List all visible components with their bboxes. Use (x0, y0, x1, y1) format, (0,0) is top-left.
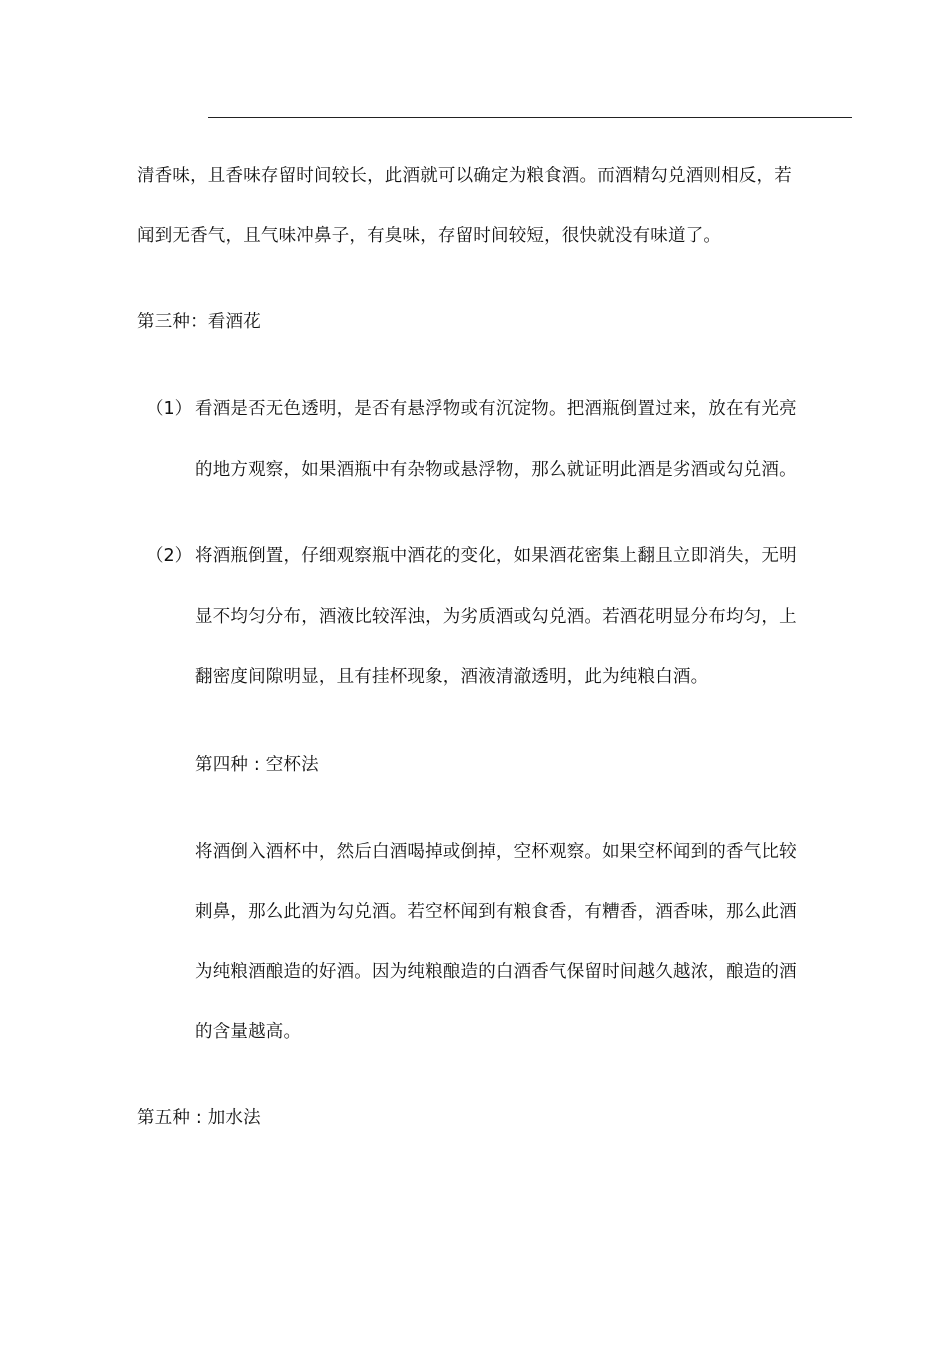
section-3-heading: 第三种：看酒花 (137, 312, 261, 332)
item-2-line-1: 将酒瓶倒置，仔细观察瓶中酒花的变化，如果酒花密集上翻且立即消失，无明 (195, 546, 797, 566)
header-rule (208, 117, 852, 118)
item-2-number: （2） (146, 546, 193, 566)
item-1-line-1: 看酒是否无色透明，是否有悬浮物或有沉淀物。把酒瓶倒置过来，放在有光亮 (195, 399, 797, 419)
section-4-heading: 第四种 : 空杯法 (195, 755, 319, 775)
item-1-number: （1） (146, 399, 193, 419)
item-2-line-2: 显不均匀分布，酒液比较浑浊，为劣质酒或勾兑酒。若酒花明显分布均匀，上 (195, 607, 797, 627)
section-4-line-4: 的含量越高。 (195, 1022, 302, 1042)
section-4-line-1: 将酒倒入酒杯中，然后白酒喝掉或倒掉，空杯观察。如果空杯闻到的香气比较 (195, 842, 797, 862)
section-5-heading: 第五种 : 加水法 (137, 1108, 261, 1128)
paragraph-1-line-2: 闻到无香气，且气味冲鼻子，有臭味，存留时间较短，很快就没有味道了。 (137, 226, 722, 246)
item-1-line-2: 的地方观察，如果酒瓶中有杂物或悬浮物，那么就证明此酒是劣酒或勾兑酒。 (195, 460, 797, 480)
paragraph-1-line-1: 清香味，且香味存留时间较长，此酒就可以确定为粮食酒。而酒精勾兑酒则相反，若 (137, 166, 792, 186)
section-4-line-2: 刺鼻，那么此酒为勾兑酒。若空杯闻到有粮食香，有糟香，酒香味，那么此酒 (195, 902, 797, 922)
item-2-line-3: 翻密度间隙明显，且有挂杯现象，酒液清澈透明，此为纯粮白酒。 (195, 667, 709, 687)
section-4-line-3: 为纯粮酒酿造的好酒。因为纯粮酿造的白酒香气保留时间越久越浓，酿造的酒 (195, 962, 797, 982)
